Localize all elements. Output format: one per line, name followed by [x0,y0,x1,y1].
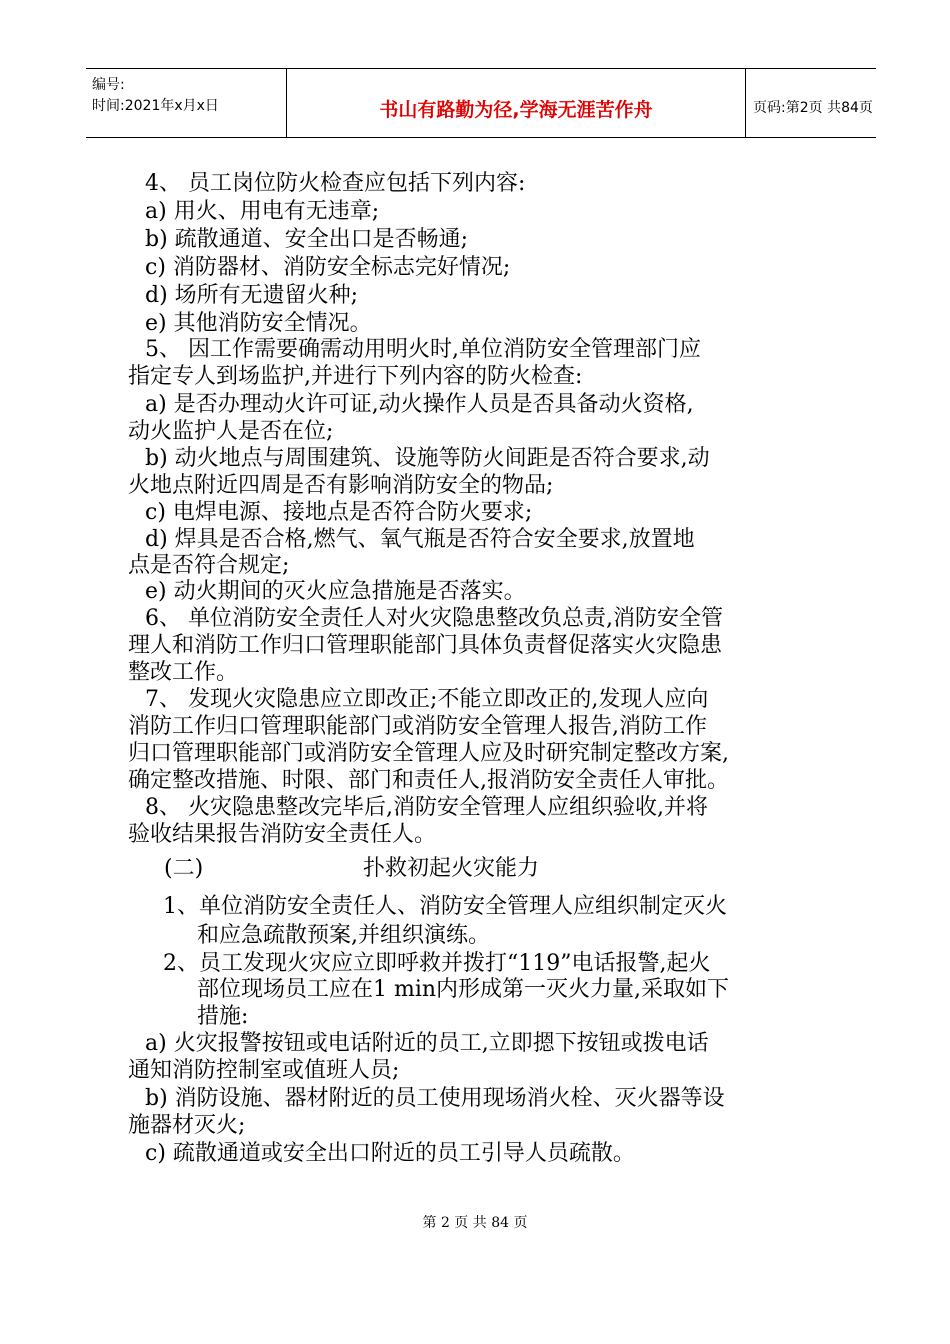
body-line: 7、 发现火灾隐患应立即改正;不能立即改正的,发现人应向 [145,687,709,712]
body-line: 消防工作归口管理职能部门或消防安全管理人报告,消防工作 [128,714,707,739]
body-line: 8、 火灾隐患整改完毕后,消防安全管理人应组织验收,并将 [145,795,708,820]
header-page-number: 页码:第2页 共84页 [753,100,873,116]
body-line: 指定专人到场监护,并进行下列内容的防火检查: [128,364,583,389]
page-header [86,68,876,138]
body-line: b) 消防设施、器材附近的员工使用现场消火栓、灭火器等设 [145,1086,725,1111]
header-page-cell [746,69,876,137]
body-line: 2、员工发现火灾应立即呼救并拨打“119”电话报警,起火 [163,951,711,976]
body-line: 归口管理职能部门或消防安全管理人应及时研究制定整改方案, [128,741,729,766]
body-line: 通知消防控制室或值班人员; [128,1058,400,1083]
document-number-label: 编号: [92,77,125,93]
body-line: 6、 单位消防安全责任人对火灾隐患整改负总责,消防安全管 [145,606,723,631]
body-line: 整改工作。 [128,660,239,685]
document-time-label: 时间:2021年x月x日 [92,98,219,114]
section-number: (二) [164,856,204,881]
body-line: 点是否符合规定; [128,553,290,578]
body-line: 措施: [197,1004,249,1029]
body-line: e) 动火期间的灭火应急措施是否落实。 [145,579,526,604]
body-line: a) 用火、用电有无违章; [145,199,380,224]
header-motto: 书山有路勤为径,学海无涯苦作舟 [379,99,653,121]
body-line: 5、 因工作需要确需动用明火时,单位消防安全管理部门应 [145,337,701,362]
body-line: d) 场所有无遗留火种; [145,283,359,308]
body-line: 部位现场员工应在1 min内形成第一灭火力量,采取如下 [197,977,730,1002]
body-line: c) 电焊电源、接地点是否符合防火要求; [145,500,533,525]
body-line: b) 疏散通道、安全出口是否畅通; [145,227,469,252]
body-line: 火地点附近四周是否有影响消防安全的物品; [128,473,554,498]
body-line: e) 其他消防安全情况。 [145,311,372,336]
body-line: c) 疏散通道或安全出口附近的员工引导人员疏散。 [145,1141,635,1166]
body-line: d) 焊具是否合格,燃气、氧气瓶是否符合安全要求,放置地 [145,527,695,552]
header-meta-cell [86,69,287,137]
body-line: 确定整改措施、时限、部门和责任人,报消防安全责任人审批。 [128,768,729,793]
body-line: 1、单位消防安全责任人、消防安全管理人应组织制定灭火 [163,894,727,919]
section-title: 扑救初起火灾能力 [363,856,540,881]
body-line: 验收结果报告消防安全责任人。 [128,822,437,847]
page-footer: 第 2 页 共 84 页 [422,1215,528,1231]
header-motto-cell [287,69,746,137]
body-line: 和应急疏散预案,并组织演练。 [197,923,490,948]
body-line: 动火监护人是否在位; [128,419,334,444]
body-line: b) 动火地点与周围建筑、设施等防火间距是否符合要求,动 [145,446,710,471]
body-line: 施器材灭火; [128,1113,246,1138]
body-line: 理人和消防工作归口管理职能部门具体负责督促落实火灾隐患 [128,633,723,658]
body-line: c) 消防器材、消防安全标志完好情况; [145,255,511,280]
body-line: 4、 员工岗位防火检查应包括下列内容: [145,171,526,196]
body-line: a) 火灾报警按钮或电话附近的员工,立即摁下按钮或拨电话 [145,1031,709,1056]
body-line: a) 是否办理动火许可证,动火操作人员是否具备动火资格, [145,392,694,417]
